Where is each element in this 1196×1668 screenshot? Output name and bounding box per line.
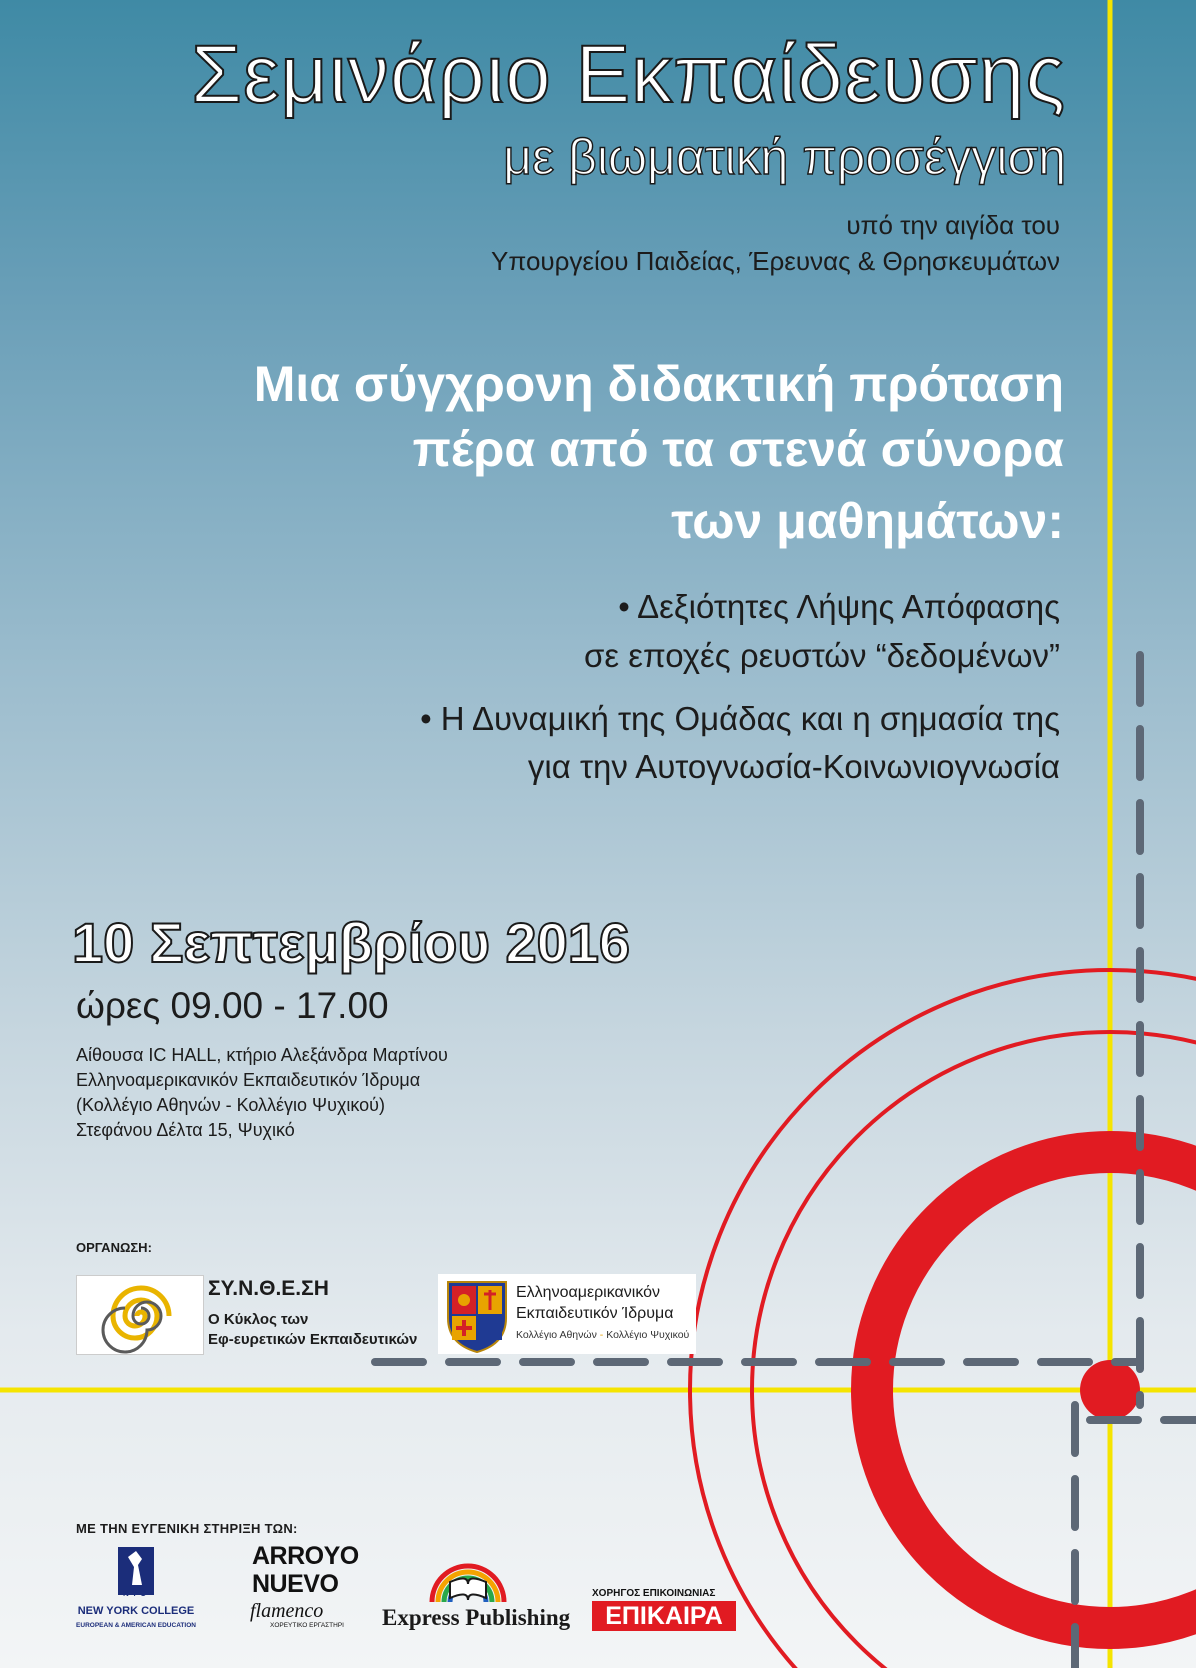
topic-1-line-1: • Δεξιότητες Λήψης Απόφασης [618,588,1060,625]
seminar-subtitle: με βιωματική προσέγγιση [503,129,1066,185]
nyc-subtitle: EUROPEAN & AMERICAN EDUCATION [76,1622,196,1629]
haef-subtitle [516,1329,689,1341]
event-date: 10 Σεπτεμβρίου 2016 [72,911,631,974]
aegis-line-1: υπό την αιγίδα του [846,210,1060,240]
arroyo-script: flamenco [250,1600,324,1622]
venue-line-1: Αίθουσα IC HALL, κτήριο Αλεξάνδρα Μαρτίνου [76,1045,448,1065]
epikaira-logo: ΕΠΙΚΑΙΡΑ [592,1601,736,1631]
venue-line-2: Ελληνοαμερικανικόν Εκπαιδευτικόν Ίδρυμα [76,1070,421,1090]
heading-line-1: Μια σύγχρονη διδακτική πρόταση [253,356,1064,412]
new-york-college-logo [76,1545,196,1635]
arroyo-line-2: NUEVO [252,1570,339,1598]
spiral-logo-icon [76,1275,204,1355]
haef-name-2: Εκπαιδευτικόν Ίδρυμα [516,1305,674,1322]
synthesis-subtitle-2: Εφ-ευρετικών Εκπαιδευτικών [208,1331,418,1348]
haef-organizer [438,1274,696,1354]
venue-line-3: (Κολλέγιο Αθηνών - Κολλέγιο Ψυχικού) [76,1095,386,1115]
aegis-line-2: Υπουργείου Παιδείας, Έρευνας & Θρησκευμάτων [491,246,1060,276]
synthesis-name: ΣΥ.Ν.Θ.Ε.ΣΗ [208,1277,329,1300]
organizers-label: ΟΡΓΑΝΩΣΗ: [76,1240,152,1255]
topic-1-line-2: σε εποχές ρευστών “δεδομένων” [583,637,1060,674]
haef-name-1: Ελληνοαμερικανικόν [516,1284,661,1301]
arroyo-line-1: ARROYO [252,1542,359,1570]
crest-shield-icon [442,1274,512,1354]
open-book-rainbow-icon [428,1562,508,1606]
nyc-monogram-text: NYC [123,1589,149,1598]
epikaira-label: ΧΟΡΗΓΟΣ ΕΠΙΚΟΙΝΩΝΙΑΣ [592,1588,716,1599]
topic-2-line-1: • Η Δυναμική της Ομάδας και η σημασία της [420,700,1060,737]
sponsors-label: ΜΕ ΤΗΝ ΕΥΓΕΝΙΚΗ ΣΤΗΡΙΞΗ ΤΩΝ: [76,1521,298,1536]
heading-line-2: πέρα από τα στενά σύνορα [412,421,1064,477]
synthesis-subtitle-1: Ο Κύκλος των [208,1311,309,1328]
haef-sub-right: Κολλέγιο Ψυχικού [606,1329,690,1341]
red-center-dot [1080,1360,1140,1420]
seminar-title: Σεμινάριο Εκπαίδευσης [191,29,1066,120]
nyc-name: NEW YORK COLLEGE [77,1605,195,1617]
topic-2-line-2: για την Αυτογνωσία-Κοινωνιογνωσία [527,748,1060,785]
express-publishing-name: Express Publishing [382,1605,571,1630]
heading-line-3: των μαθημάτων: [671,493,1064,549]
synthesis-organizer [76,1275,426,1355]
event-hours: ώρες 09.00 - 17.00 [76,985,389,1026]
arroyo-subtitle: ΧΟΡΕΥΤΙΚΟ ΕΡΓΑΣΤΗΡΙ [270,1622,344,1629]
venue-line-4: Στεφάνου Δέλτα 15, Ψυχικό [76,1120,295,1140]
haef-sub-dash: - [596,1329,607,1341]
haef-sub-left: Κολλέγιο Αθηνών [516,1329,597,1341]
